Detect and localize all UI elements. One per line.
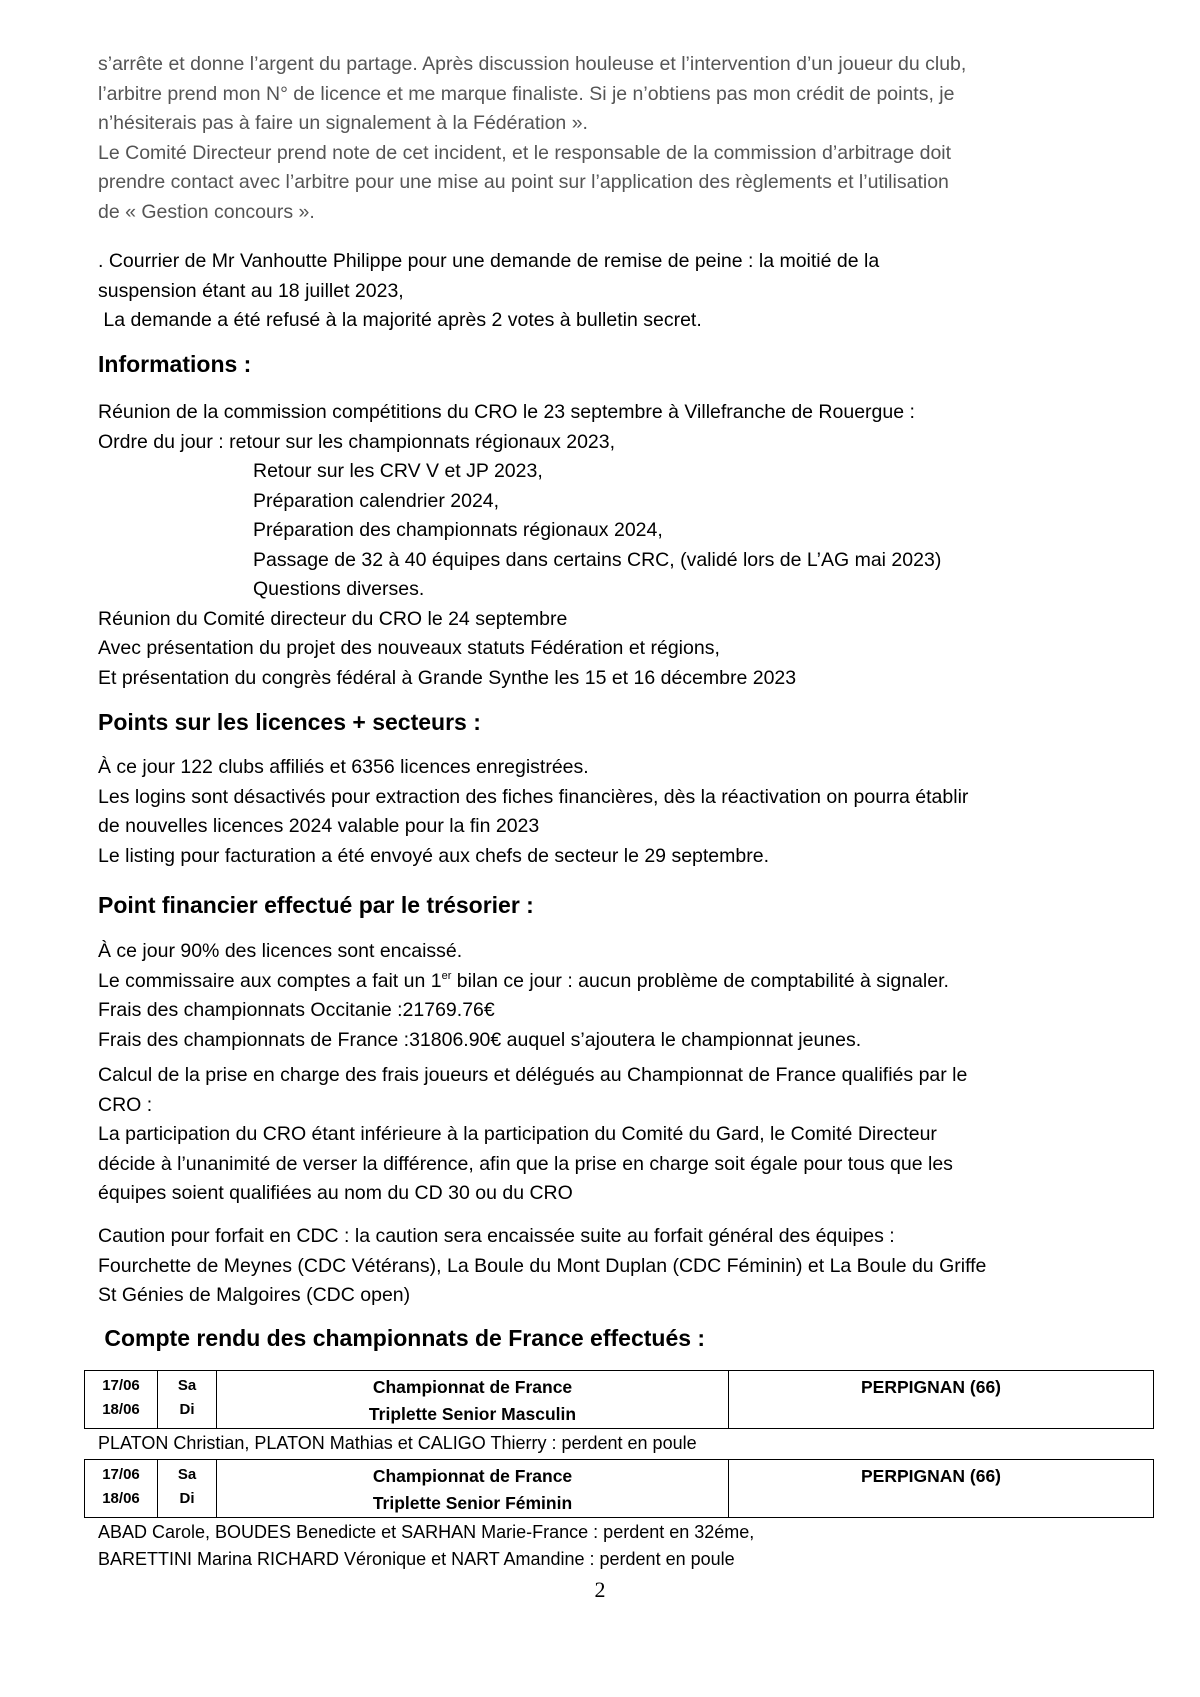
event-row: [85, 1460, 1154, 1518]
financier-line: Frais des championnats de France :31806.90€ auquel s’ajoutera le championnat jeunes.: [98, 1028, 862, 1051]
caution-line: Caution pour forfait en CDC : la caution sera encaissée suite au forfait général des équipes :: [98, 1225, 895, 1247]
event-dates: [85, 1460, 158, 1518]
info-line: Et présentation du congrès fédéral à Grande Synthe les 15 et 16 décembre 2023: [98, 666, 797, 689]
informations-heading: Informations :: [98, 351, 252, 377]
event-title-line: Triplette Senior Masculin: [368, 1404, 577, 1424]
licences-line: À ce jour 122 clubs affiliés et 6356 licences enregistrées.: [98, 756, 589, 778]
event-date-start: 17/06: [102, 1466, 140, 1483]
event-place: PERPIGNAN (66): [729, 1371, 1154, 1429]
event-day-start: Sa: [177, 1466, 197, 1483]
agenda-item: Préparation calendrier 2024,: [253, 489, 500, 512]
event-table: [84, 1459, 1154, 1518]
event-day-end: Di: [179, 1401, 195, 1418]
event-place: PERPIGNAN (66): [729, 1460, 1154, 1518]
informations-body: [98, 398, 1138, 693]
intro-line: l’arbitre prend mon N° de licence et me marque finaliste. Si je n’obtiens pas mon crédit de points, je: [98, 82, 955, 105]
event-result: PLATON Christian, PLATON Mathias et CALIGO Thierry : perdent en poule: [98, 1433, 697, 1453]
calcul-paragraph: [98, 1061, 1138, 1209]
calcul-line: La participation du CRO étant inférieure à la participation du Comité du Gard, le Comité Directeur: [98, 1123, 937, 1145]
financier-line: [98, 967, 1138, 997]
licences-body: [98, 753, 1138, 871]
event-date-end: 18/06: [102, 1490, 140, 1507]
licences-line: de nouvelles licences 2024 valable pour la fin 2023: [98, 815, 540, 837]
courrier-line: La demande a été refusé à la majorité après 2 votes à bulletin secret.: [98, 309, 702, 331]
financier-text: Le commissaire aux comptes a fait un 1: [98, 969, 442, 992]
licences-heading: Points sur les licences + secteurs :: [98, 709, 481, 735]
event-title-line: Triplette Senior Féminin: [372, 1493, 573, 1513]
agenda-item: Passage de 32 à 40 équipes dans certains CRC, (validé lors de L’AG mai 2023): [253, 548, 942, 571]
agenda-item: Questions diverses.: [253, 578, 425, 600]
event-day-start: Sa: [177, 1377, 197, 1394]
intro-paragraph: [98, 50, 1138, 227]
intro-line: s’arrête et donne l’argent du partage. Après discussion houleuse et l’intervention d’un joueur du club,: [98, 53, 967, 75]
event-date-end: 18/06: [102, 1401, 140, 1418]
event-title-line: Championnat de France: [372, 1377, 573, 1397]
calcul-line: décide à l’unanimité de verser la différence, afin que la prise en charge soit égale pour tous que les: [98, 1152, 953, 1175]
financier-line: À ce jour 90% des licences sont encaissé.: [98, 940, 463, 962]
event-day-end: Di: [179, 1490, 195, 1507]
financier-heading: Point financier effectué par le trésorier :: [98, 892, 534, 918]
courrier-line: . Courrier de Mr Vanhoutte Philippe pour une demande de remise de peine : la moitié de la: [98, 250, 880, 272]
caution-line: Fourchette de Meynes (CDC Vétérans), La Boule du Mont Duplan (CDC Féminin) et La Boule du Griffe: [98, 1254, 987, 1277]
intro-line: prendre contact avec l’arbitre pour une mise au point sur l’application des règlements et l’utilisation: [98, 171, 949, 193]
page-number: 2: [594, 1577, 606, 1602]
event-title: [217, 1460, 729, 1518]
caution-paragraph: [98, 1222, 1138, 1311]
event-days: [158, 1371, 217, 1429]
courrier-paragraph: [98, 247, 1138, 336]
event-table: [84, 1370, 1154, 1429]
calcul-line: équipes soient qualifiées au nom du CD 30 ou du CRO: [98, 1182, 573, 1204]
caution-line: St Génies de Malgoires (CDC open): [98, 1284, 411, 1306]
financier-line: Frais des championnats Occitanie :21769.76€: [98, 999, 495, 1021]
event-title: [217, 1371, 729, 1429]
intro-line: de « Gestion concours ».: [98, 200, 315, 223]
event-date-start: 17/06: [102, 1377, 140, 1394]
event-dates: [85, 1371, 158, 1429]
licences-line: Le listing pour facturation a été envoyé aux chefs de secteur le 29 septembre.: [98, 844, 769, 867]
financier-text: bilan ce jour : aucun problème de comptabilité à signaler.: [451, 969, 949, 992]
licences-line: Les logins sont désactivés pour extraction des fiches financières, dès la réactivation on pourra établir: [98, 785, 969, 808]
compte-rendu-heading: Compte rendu des championnats de France effectués :: [98, 1325, 706, 1351]
intro-line: n’hésiterais pas à faire un signalement à la Fédération ».: [98, 112, 588, 134]
info-line: Avec présentation du projet des nouveaux statuts Fédération et régions,: [98, 637, 720, 659]
intro-line: Le Comité Directeur prend note de cet incident, et le responsable de la commission d’arbitrage doit: [98, 141, 952, 164]
calcul-line: CRO :: [98, 1093, 153, 1116]
agenda-item: Retour sur les CRV V et JP 2023,: [253, 460, 543, 482]
calcul-line: Calcul de la prise en charge des frais joueurs et délégués au Championnat de France qualifiés par le: [98, 1064, 968, 1086]
info-line: Réunion du Comité directeur du CRO le 24 septembre: [98, 607, 568, 630]
info-line: Ordre du jour : retour sur les championnats régionaux 2023,: [98, 430, 616, 453]
superscript: er: [441, 969, 452, 982]
event-result: BARETTINI Marina RICHARD Véronique et NART Amandine : perdent en poule: [98, 1549, 735, 1569]
event-row: [85, 1371, 1154, 1429]
courrier-line: suspension étant au 18 juillet 2023,: [98, 279, 404, 302]
agenda-item: Préparation des championnats régionaux 2024,: [253, 519, 663, 541]
event-title-line: Championnat de France: [372, 1466, 573, 1486]
event-days: [158, 1460, 217, 1518]
info-line: Réunion de la commission compétitions du CRO le 23 septembre à Villefranche de Rouergue :: [98, 401, 915, 423]
financier-body: [98, 937, 1138, 1055]
event-result: ABAD Carole, BOUDES Benedicte et SARHAN Marie-France : perdent en 32éme,: [98, 1522, 755, 1542]
